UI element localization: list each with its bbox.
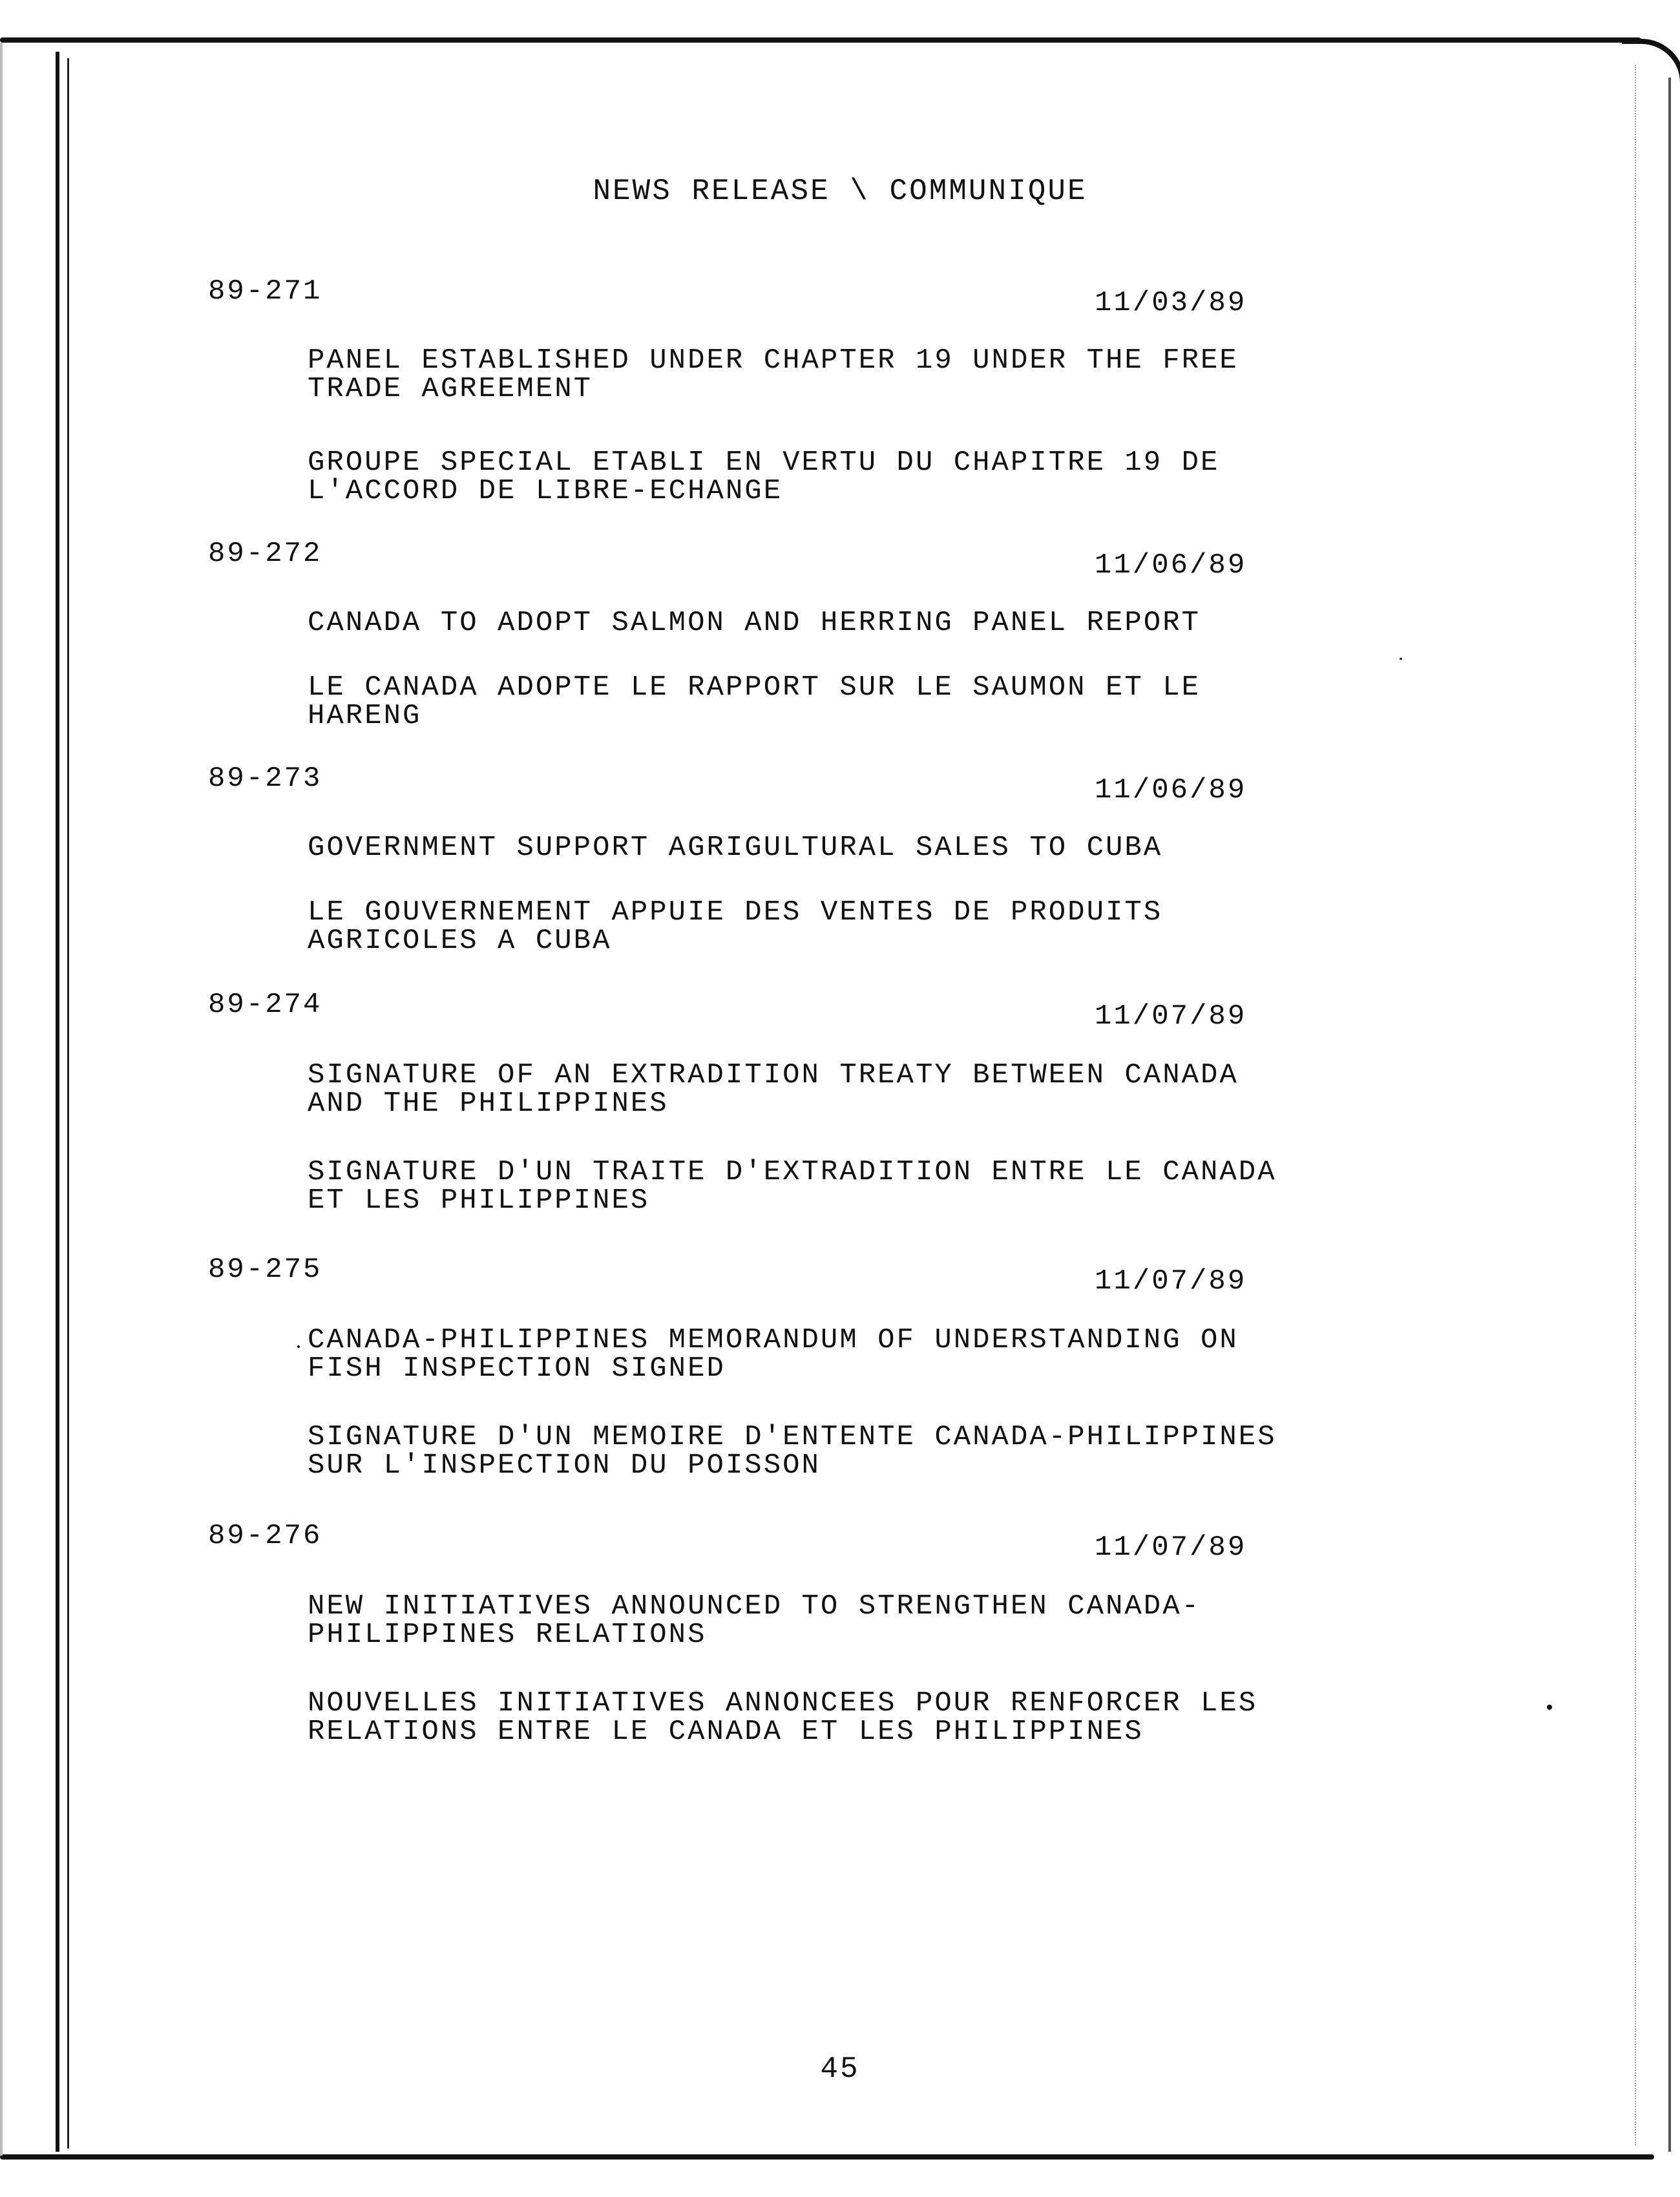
release-title-french: LE GOUVERNEMENT APPUIE DES VENTES DE PRODUITS AGRICOLES A CUBA (308, 896, 1163, 957)
release-title-french: NOUVELLES INITIATIVES ANNONCEES POUR RENFORCER LES RELATIONS ENTRE LE CANADA ET LES PHILIPPINES (308, 1687, 1258, 1748)
release-number: 89-271 (208, 275, 322, 308)
release-date: 11/07/89 (1095, 1265, 1247, 1298)
release-title-english: CANADA TO ADOPT SALMON AND HERRING PANEL REPORT (308, 607, 1201, 639)
release-date: 11/06/89 (1095, 774, 1247, 806)
scan-speck (1547, 1705, 1552, 1710)
scan-speck (297, 1345, 300, 1348)
release-date: 11/07/89 (1095, 1531, 1247, 1564)
page-number: 45 (820, 2052, 860, 2086)
release-date: 11/06/89 (1095, 549, 1247, 582)
release-title-french: SIGNATURE D'UN TRAITE D'EXTRADITION ENTRE LE CANADA ET LES PHILIPPINES (308, 1156, 1277, 1217)
page-border-top (0, 37, 1641, 43)
page-header: NEWS RELEASE \ COMMUNIQUE (593, 174, 1087, 208)
release-title-french: LE CANADA ADOPTE LE RAPPORT SUR LE SAUMON ET LE HARENG (308, 671, 1201, 732)
release-title-english: SIGNATURE OF AN EXTRADITION TREATY BETWEEN CANADA AND THE PHILIPPINES (308, 1059, 1239, 1120)
release-number: 89-276 (208, 1520, 322, 1552)
release-title-french: SIGNATURE D'UN MEMOIRE D'ENTENTE CANADA-PHILIPPINES SUR L'INSPECTION DU POISSON (308, 1421, 1277, 1482)
release-title-english: GOVERNMENT SUPPORT AGRIGULTURAL SALES TO CUBA (308, 832, 1163, 864)
page-border-left-outer (56, 52, 59, 2152)
release-number: 89-273 (208, 762, 322, 795)
release-title-english: NEW INITIATIVES ANNOUNCED TO STRENGTHEN CANADA- PHILIPPINES RELATIONS (308, 1590, 1201, 1651)
page-border-bottom (0, 2154, 1654, 2160)
page-border-left-edge (0, 43, 3, 2156)
release-number: 89-272 (208, 538, 322, 570)
page-border-right (1668, 78, 1671, 2152)
release-title-french: GROUPE SPECIAL ETABLI EN VERTU DU CHAPITRE 19 DE L'ACCORD DE LIBRE-ECHANGE (308, 447, 1220, 507)
release-title-english: CANADA-PHILIPPINES MEMORANDUM OF UNDERSTANDING ON FISH INSPECTION SIGNED (308, 1324, 1239, 1385)
page-border-left-inner (67, 58, 69, 2149)
release-number: 89-275 (208, 1254, 322, 1286)
release-date: 11/07/89 (1095, 1000, 1247, 1033)
page-border-right-dotted (1635, 65, 1637, 2145)
release-title-english: PANEL ESTABLISHED UNDER CHAPTER 19 UNDER THE FREE TRADE AGREEMENT (308, 344, 1239, 405)
release-date: 11/03/89 (1095, 287, 1247, 319)
scan-speck (1400, 658, 1402, 660)
release-number: 89-274 (208, 989, 322, 1021)
page-border-corner-curl (1622, 39, 1680, 83)
